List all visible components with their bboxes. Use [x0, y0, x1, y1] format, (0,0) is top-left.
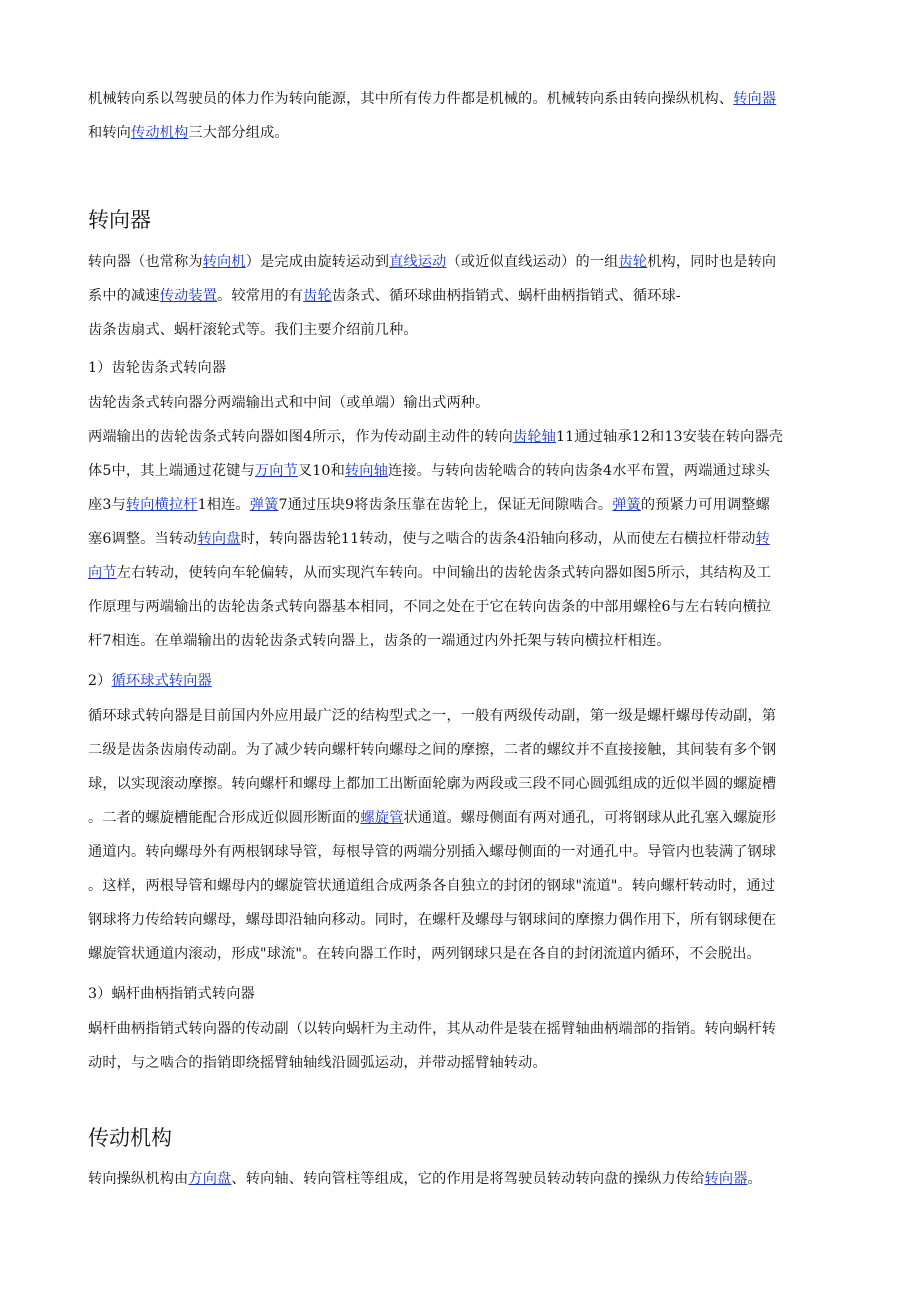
text-line: 。这样，两根导管和螺母内的螺旋管状通道组合成两条各自独立的封闭的钢球"流道"。转向螺杆转动时，通过: [88, 878, 776, 894]
text-line: 二级是齿条齿扇传动副。为了减少转向螺杆转向螺母之间的摩擦，二者的螺纹并不直接接触，其间装有多个钢: [88, 742, 777, 758]
steering-gear-paragraph: [88, 245, 834, 347]
inline-link[interactable]: 向节: [88, 565, 117, 581]
text-line: 杆7相连。在单端输出的齿轮齿条式转向器上，齿条的一端通过内外托架与转向横拉杆相连。: [88, 633, 671, 649]
text-line: 动时，与之啮合的指销即绕摇臂轴轴线沿圆弧运动，并带动摇臂轴转动。: [88, 1055, 547, 1071]
text-line: 作原理与两端输出的齿轮齿条式转向器基本相同，不同之处在于它在转向齿条的中部用螺栓6与左右转向横拉: [88, 599, 772, 615]
inline-link[interactable]: 传动机构: [131, 125, 189, 141]
text-line: 通道内。转向螺母外有两根钢球导管，每根导管的两端分别插入螺母侧面的一对通孔中。导管内也装满了钢球: [88, 844, 777, 860]
inline-link[interactable]: 齿轮: [618, 254, 648, 270]
text-line: 系中的减速传动装置。较常用的有齿轮齿条式、循环球曲柄指销式、蜗杆曲柄指销式、循环球-: [88, 288, 681, 304]
inline-link[interactable]: 传动装置: [159, 288, 218, 304]
text-line: 塞6调整。当转动转向盘时，转向器齿轮11转动，使与之啮合的齿条4沿轴向移动，从而使左右横拉杆带动转: [88, 531, 770, 547]
inline-link[interactable]: 弹簧: [249, 497, 279, 513]
text-line: 螺旋管状通道内滚动，形成"球流"。在转向器工作时，两列钢球只是在各自的封闭流道内循环，不会脱出。: [88, 946, 761, 962]
text-line: 2）循环球式转向器: [88, 673, 212, 689]
inline-link[interactable]: 万向节: [254, 463, 298, 479]
item2-title: [88, 664, 834, 698]
text-line: 机械转向系以驾驶员的体力作为转向能源，其中所有传力件都是机械的。机械转向系由转向操纵机构、转向器: [88, 91, 777, 107]
text-line: 3）蜗杆曲柄指销式转向器: [88, 986, 255, 1002]
item1-paragraph-1: [88, 386, 834, 420]
text-line: 1）齿轮齿条式转向器: [88, 360, 227, 376]
inline-link[interactable]: 齿轮: [303, 288, 332, 304]
text-line: 。二者的螺旋槽能配合形成近似圆形断面的螺旋管状通道。螺母侧面有两对通孔，可将钢球从此孔塞入螺旋形: [88, 810, 777, 826]
text-line: 体5中，其上端通过花键与万向节叉10和转向轴连接。与转向齿轮啮合的转向齿条4水平布置，两端通过球头: [88, 463, 770, 479]
text-line: 两端输出的齿轮齿条式转向器如图4所示，作为传动副主动件的转向齿轮轴11通过轴承12和13安装在转向器壳: [88, 429, 784, 445]
text-line: 球，以实现滚动摩擦。转向螺杆和螺母上都加工出断面轮廓为两段或三段不同心圆弧组成的近似半圆的螺旋槽: [88, 776, 777, 792]
item2-paragraph: [88, 699, 834, 971]
text-line: 座3与转向横拉杆1相连。弹簧7通过压块9将齿条压靠在齿轮上，保证无间隙啮合。弹簧的预紧力可用调整螺: [88, 497, 770, 513]
text-line: 钢球将力传给转向螺母，螺母即沿轴向移动。同时，在螺杆及螺母与钢球间的摩擦力偶作用下，所有钢球便在: [88, 912, 777, 928]
text-line: 齿条齿扇式、蜗杆滚轮式等。我们主要介绍前几种。: [88, 322, 418, 338]
linkage-paragraph: [88, 1162, 834, 1196]
inline-link[interactable]: 弹簧: [612, 497, 641, 513]
inline-link[interactable]: 转向横拉杆: [125, 497, 198, 513]
inline-link[interactable]: 循环球式转向器: [111, 673, 212, 689]
inline-link[interactable]: 螺旋管: [360, 810, 404, 826]
inline-link[interactable]: 转向盘: [197, 531, 241, 547]
inline-link[interactable]: 齿轮轴: [512, 429, 556, 445]
item3-title: [88, 977, 834, 1011]
inline-link[interactable]: 直线运动: [389, 254, 447, 270]
section-heading-steering-gear: 转向器: [88, 208, 151, 232]
item1-paragraph-2: [88, 420, 834, 658]
inline-link[interactable]: 转向器: [733, 91, 777, 107]
inline-link[interactable]: 方向盘: [188, 1171, 232, 1187]
text-line: 齿轮齿条式转向器分两端输出式和中间（或单端）输出式两种。: [88, 395, 490, 411]
item1-title: [88, 351, 834, 385]
text-line: 转向器（也常称为转向机）是完成由旋转运动到直线运动（或近似直线运动）的一组齿轮机构，同时也是转向: [88, 254, 777, 270]
item3-paragraph: [88, 1012, 834, 1080]
text-line: 循环球式转向器是目前国内外应用最广泛的结构型式之一，一般有两级传动副，第一级是螺杆螺母传动副，第: [88, 708, 777, 724]
section-heading-linkage: 传动机构: [88, 1126, 172, 1150]
intro-paragraph: [88, 82, 834, 150]
inline-link[interactable]: 转向机: [202, 254, 246, 270]
text-line: 和转向传动机构三大部分组成。: [88, 125, 289, 141]
text-line: 蜗杆曲柄指销式转向器的传动副（以转向蜗杆为主动件，其从动件是装在摇臂轴曲柄端部的指销。转向蜗杆转: [88, 1021, 777, 1037]
inline-link[interactable]: 转向轴: [344, 463, 388, 479]
inline-link[interactable]: 转: [755, 531, 770, 547]
text-line: 转向操纵机构由方向盘、转向轴、转向管柱等组成，它的作用是将驾驶员转动转向盘的操纵力传给转向器。: [88, 1171, 762, 1187]
text-line: 向节左右转动，使转向车轮偏转，从而实现汽车转向。中间输出的齿轮齿条式转向器如图5所示，其结构及工: [88, 565, 772, 581]
inline-link[interactable]: 转向器: [704, 1171, 748, 1187]
